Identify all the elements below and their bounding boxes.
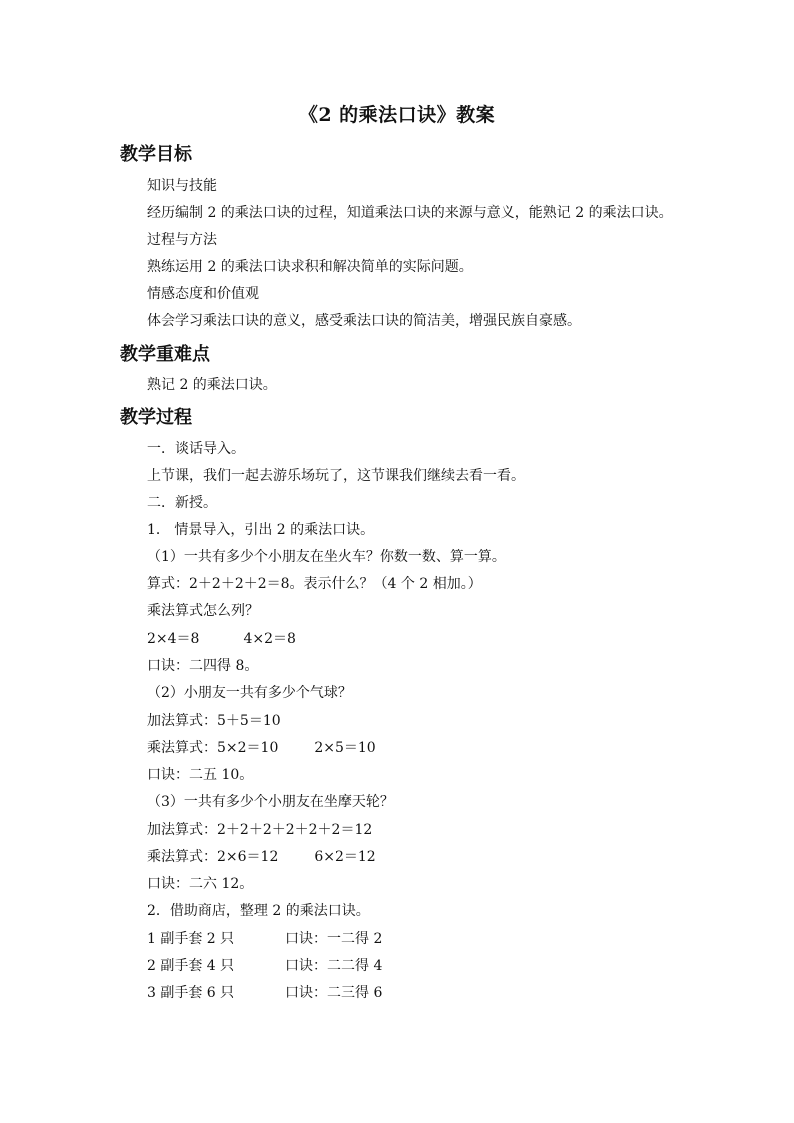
- process-line: 二．新授。: [147, 495, 217, 511]
- process-line: （2）小朋友一共有多少个气球？: [147, 685, 352, 701]
- goal-line: 过程与方法: [147, 232, 217, 248]
- process-line: （1）一共有多少个小朋友在坐火车？你数一数、算一算。: [147, 549, 506, 565]
- process-line: 1． 情景导入，引出 2 的乘法口诀。: [147, 522, 375, 538]
- equation: 2×4＝8: [147, 631, 200, 647]
- process-line: 乘法算式怎么列？: [147, 603, 259, 619]
- equation-row: [147, 737, 376, 757]
- table-row-left: 1 副手套 2 只: [147, 931, 235, 947]
- process-line: 口诀：二四得 8。: [147, 658, 259, 674]
- equation: 乘法算式：5×2＝10: [147, 740, 279, 756]
- table-row-left: 2 副手套 4 只: [147, 958, 235, 974]
- process-line: 一．谈话导入。: [147, 441, 245, 457]
- goal-line: 情感态度和价值观: [147, 286, 259, 302]
- equation-row: [147, 628, 296, 648]
- goal-line: 体会学习乘法口诀的意义，感受乘法口诀的简洁美，增强民族自豪感。: [147, 313, 581, 329]
- goal-line: 熟练运用 2 的乘法口诀求积和解决简单的实际问题。: [147, 259, 473, 275]
- process-line: 上节课，我们一起去游乐场玩了，这节课我们继续去看一看。: [147, 468, 525, 484]
- process-line: 2．借助商店，整理 2 的乘法口诀。: [147, 903, 370, 919]
- equation: 6×2＝12: [314, 849, 376, 865]
- process-line: （3）一共有多少个小朋友在坐摩天轮？: [147, 794, 394, 810]
- heading-teaching-process: 教学过程: [120, 407, 192, 428]
- process-line: 口诀：二五 10。: [147, 767, 254, 783]
- equation: 乘法算式：2×6＝12: [147, 849, 279, 865]
- table-row-right: 口诀：二三得 6: [285, 985, 383, 1001]
- equation: 4×2＝8: [243, 631, 296, 647]
- process-line: 口诀：二六 12。: [147, 876, 254, 892]
- keypoint-line: 熟记 2 的乘法口诀。: [147, 377, 277, 393]
- table-row-right: 口诀：二二得 4: [285, 958, 383, 974]
- table-row-left: 3 副手套 6 只: [147, 985, 235, 1001]
- equation-row: [147, 846, 376, 866]
- process-line: 加法算式：2＋2＋2＋2＋2＋2＝12: [147, 822, 373, 838]
- document-title: 《2 的乘法口诀》教案: [298, 104, 496, 126]
- heading-teaching-goals: 教学目标: [120, 144, 192, 165]
- goal-line: 知识与技能: [147, 178, 217, 194]
- process-line: 加法算式：5＋5＝10: [147, 713, 281, 729]
- goal-line: 经历编制 2 的乘法口诀的过程，知道乘法口诀的来源与意义，能熟记 2 的乘法口诀。: [147, 205, 673, 221]
- equation: 2×5＝10: [314, 740, 376, 756]
- table-row-right: 口诀：一二得 2: [285, 931, 383, 947]
- heading-key-points: 教学重难点: [120, 344, 210, 365]
- process-line: 算式：2＋2＋2＋2＝8。表示什么？（4 个 2 相加。）: [147, 576, 482, 592]
